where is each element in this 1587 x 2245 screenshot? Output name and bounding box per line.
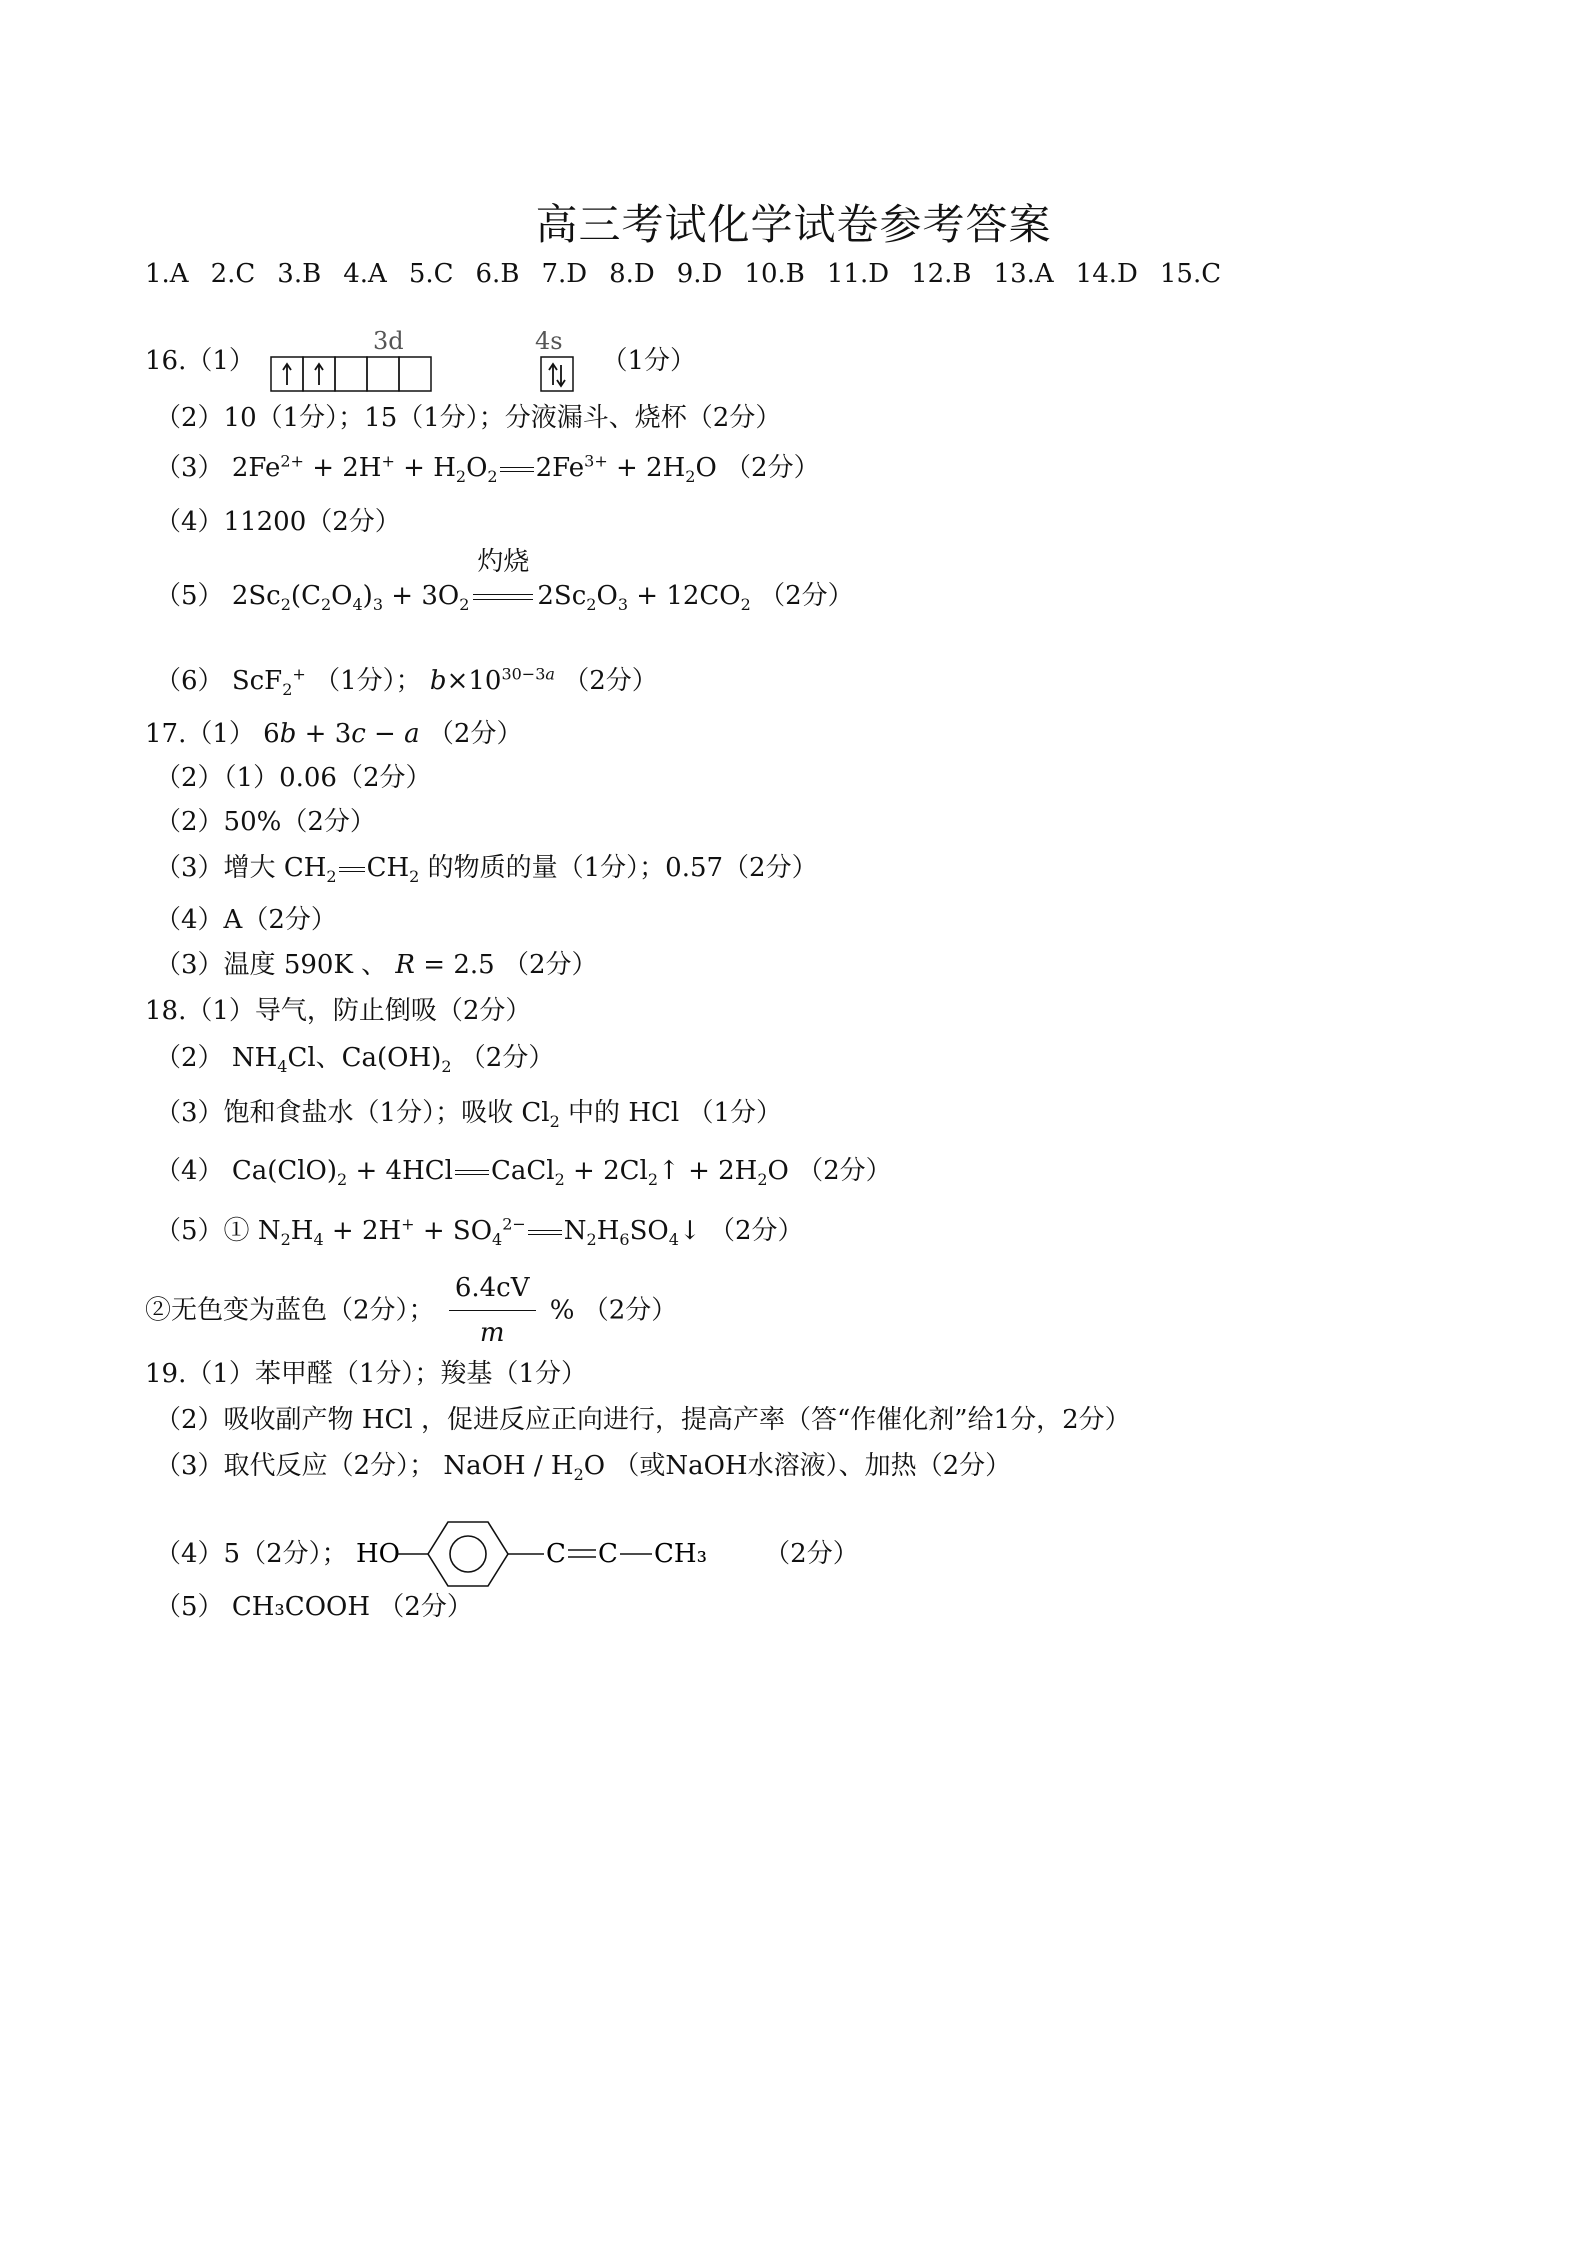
formula-scf2: ScF$_2$+ (231, 664, 306, 700)
q16-prefix: 16.（1） (145, 346, 255, 376)
page-title: 高三考试化学试卷参考答案 (535, 200, 1052, 249)
q19-line-2: （2）吸收副产物 HCl ，促进反应正向进行，提高产率（答“作催化剂”给1分，2分） (155, 1405, 1131, 1435)
q16-line-2: （2）10（1分）；15（1分）；分液漏斗、烧杯（2分） (155, 403, 782, 433)
q16-line-5: （5） $2Sc_2(C_2O_4)_3 + 3O_2$ 灼烧 $2Sc_2O_3 + 12CO_2$ （2分） (155, 578, 854, 614)
q18-line-1: 18.（1）导气，防止倒吸（2分） (145, 996, 532, 1026)
q17-line-4: （3）增大 $CH_2$ $CH_2$ 的物质的量（1分）；0.57（2分） (155, 853, 818, 887)
mcq-answer: 4.A (343, 259, 387, 289)
q19-line-1: 19.（1）苯甲醛（1分）；羧基（1分） (145, 1359, 587, 1389)
expression-6b: 6b + 3c − a (263, 719, 420, 749)
expression-b: $b\times 10^{30-3a}$ (429, 664, 555, 696)
equation-sc: $2Sc_2(C_2O_4)_3 + 3O_2$ 灼烧 $2Sc_2O_3 + 12CO_2$ (232, 581, 751, 611)
mcq-answer: 13.A (993, 259, 1054, 289)
mcq-answer: 9.D (676, 259, 723, 289)
q18-line-2: （2） $NH_4Cl$、$Ca(OH)_2$ （2分） (155, 1043, 555, 1077)
mcq-answer: 10.B (744, 259, 805, 289)
mcq-answer: 6.B (475, 259, 520, 289)
ho-label: HO (355, 1539, 400, 1569)
q17-line-3: （2）50%（2分） (155, 807, 376, 837)
q18-line-3: （3）饱和食盐水（1分）；吸收 $Cl_2$ 中的 HCl （1分） (155, 1098, 783, 1132)
svg-text:C: C (597, 1539, 618, 1569)
q16-1-score: （1分） (601, 346, 696, 376)
q17-line-2: （2）（1）0.06（2分） (155, 763, 432, 793)
orbital-diagram (263, 327, 593, 397)
q16-line-6: （6） ScF$_2$+ （1分）； $b\times 10^{30-3a}$ （2分） (155, 664, 658, 700)
q19-line-4: （4）5（2分）； HO C C CH₃ （2分） (155, 1516, 859, 1592)
label-4s: 4s (535, 327, 563, 355)
q17-line-1: 17.（1） 6b + 3c − a （2分） (145, 719, 523, 749)
q18-line-5: （5）① $N_2H_4 + 2H^+ + SO_4^{2-}$ $N_2H_6SO_4↓$ （2分） (155, 1214, 804, 1250)
formula-cl2: $Cl_2$ (521, 1098, 560, 1132)
equation-n2h4: $N_2H_4 + 2H^+ + SO_4^{2-}$ $N_2H_6SO_4↓$ (257, 1214, 701, 1250)
equation-fe: $2Fe^{2+} + 2H^+ + H_2O_2$ $2Fe^{3+} + 2H_2O$ (231, 451, 717, 487)
label-3d: 3d (373, 327, 404, 355)
q18-line-6: ②无色变为蓝色（2分）； $\frac{6.4cV}{m}$ % （2分） (145, 1270, 677, 1351)
q19-line-5: （5） CH₃COOH （2分） (155, 1592, 473, 1622)
mcq-answer: 3.B (277, 259, 322, 289)
formula-reagents: $NH_4Cl$、$Ca(OH)_2$ (231, 1043, 452, 1077)
q18-line-4: （4） $Ca(ClO)_2 + 4HCl$ CaCl$_2$ + $2Cl_2↑ + 2H_2O$ （2分） (155, 1156, 892, 1190)
structure-diagram (356, 1516, 756, 1592)
q19-line-3: （3）取代反应（2分）； NaOH / $H_2O$ （或NaOH水溶液）、加热（2分） (155, 1451, 1012, 1485)
mcq-answer: 8.D (609, 259, 655, 289)
q16-line-4: （4）11200（2分） (155, 507, 401, 537)
q16-line-1 (145, 327, 696, 397)
mcq-answer: 7.D (541, 259, 588, 289)
equation-clo: $Ca(ClO)_2 + 4HCl$ CaCl$_2$ + $2Cl_2↑ + 2H_2O$ (231, 1156, 789, 1190)
q17-line-5: （4）A（2分） (155, 905, 337, 935)
q16-line-3: （3） $2Fe^{2+} + 2H^+ + H_2O_2$ $2Fe^{3+} + 2H_2O$ （2分） (155, 451, 820, 487)
mcq-answer: 12.B (911, 259, 972, 289)
mcq-answer: 14.D (1075, 259, 1138, 289)
expression-r: R = 2.5 (395, 950, 495, 980)
formula-ethylene: $CH_2$ $CH_2$ (283, 853, 420, 887)
mcq-answer: 1.A (145, 259, 189, 289)
mcq-answer: 11.D (826, 259, 890, 289)
mcq-answer: 15.C (1159, 259, 1222, 289)
mcq-answer: 5.C (408, 259, 454, 289)
mcq-answer: 2.C (210, 259, 256, 289)
condition-label: 灼烧 (477, 547, 530, 577)
ch3-label: CH₃ (653, 1539, 707, 1569)
reagent: NaOH / $H_2O$ (443, 1451, 606, 1485)
fraction: $\frac{6.4cV}{m}$ (449, 1270, 536, 1351)
q17-line-6: （3）温度 590K 、 R = 2.5 （2分） (155, 950, 598, 980)
mcq-answers (145, 256, 1243, 292)
svg-text:C: C (545, 1539, 566, 1569)
